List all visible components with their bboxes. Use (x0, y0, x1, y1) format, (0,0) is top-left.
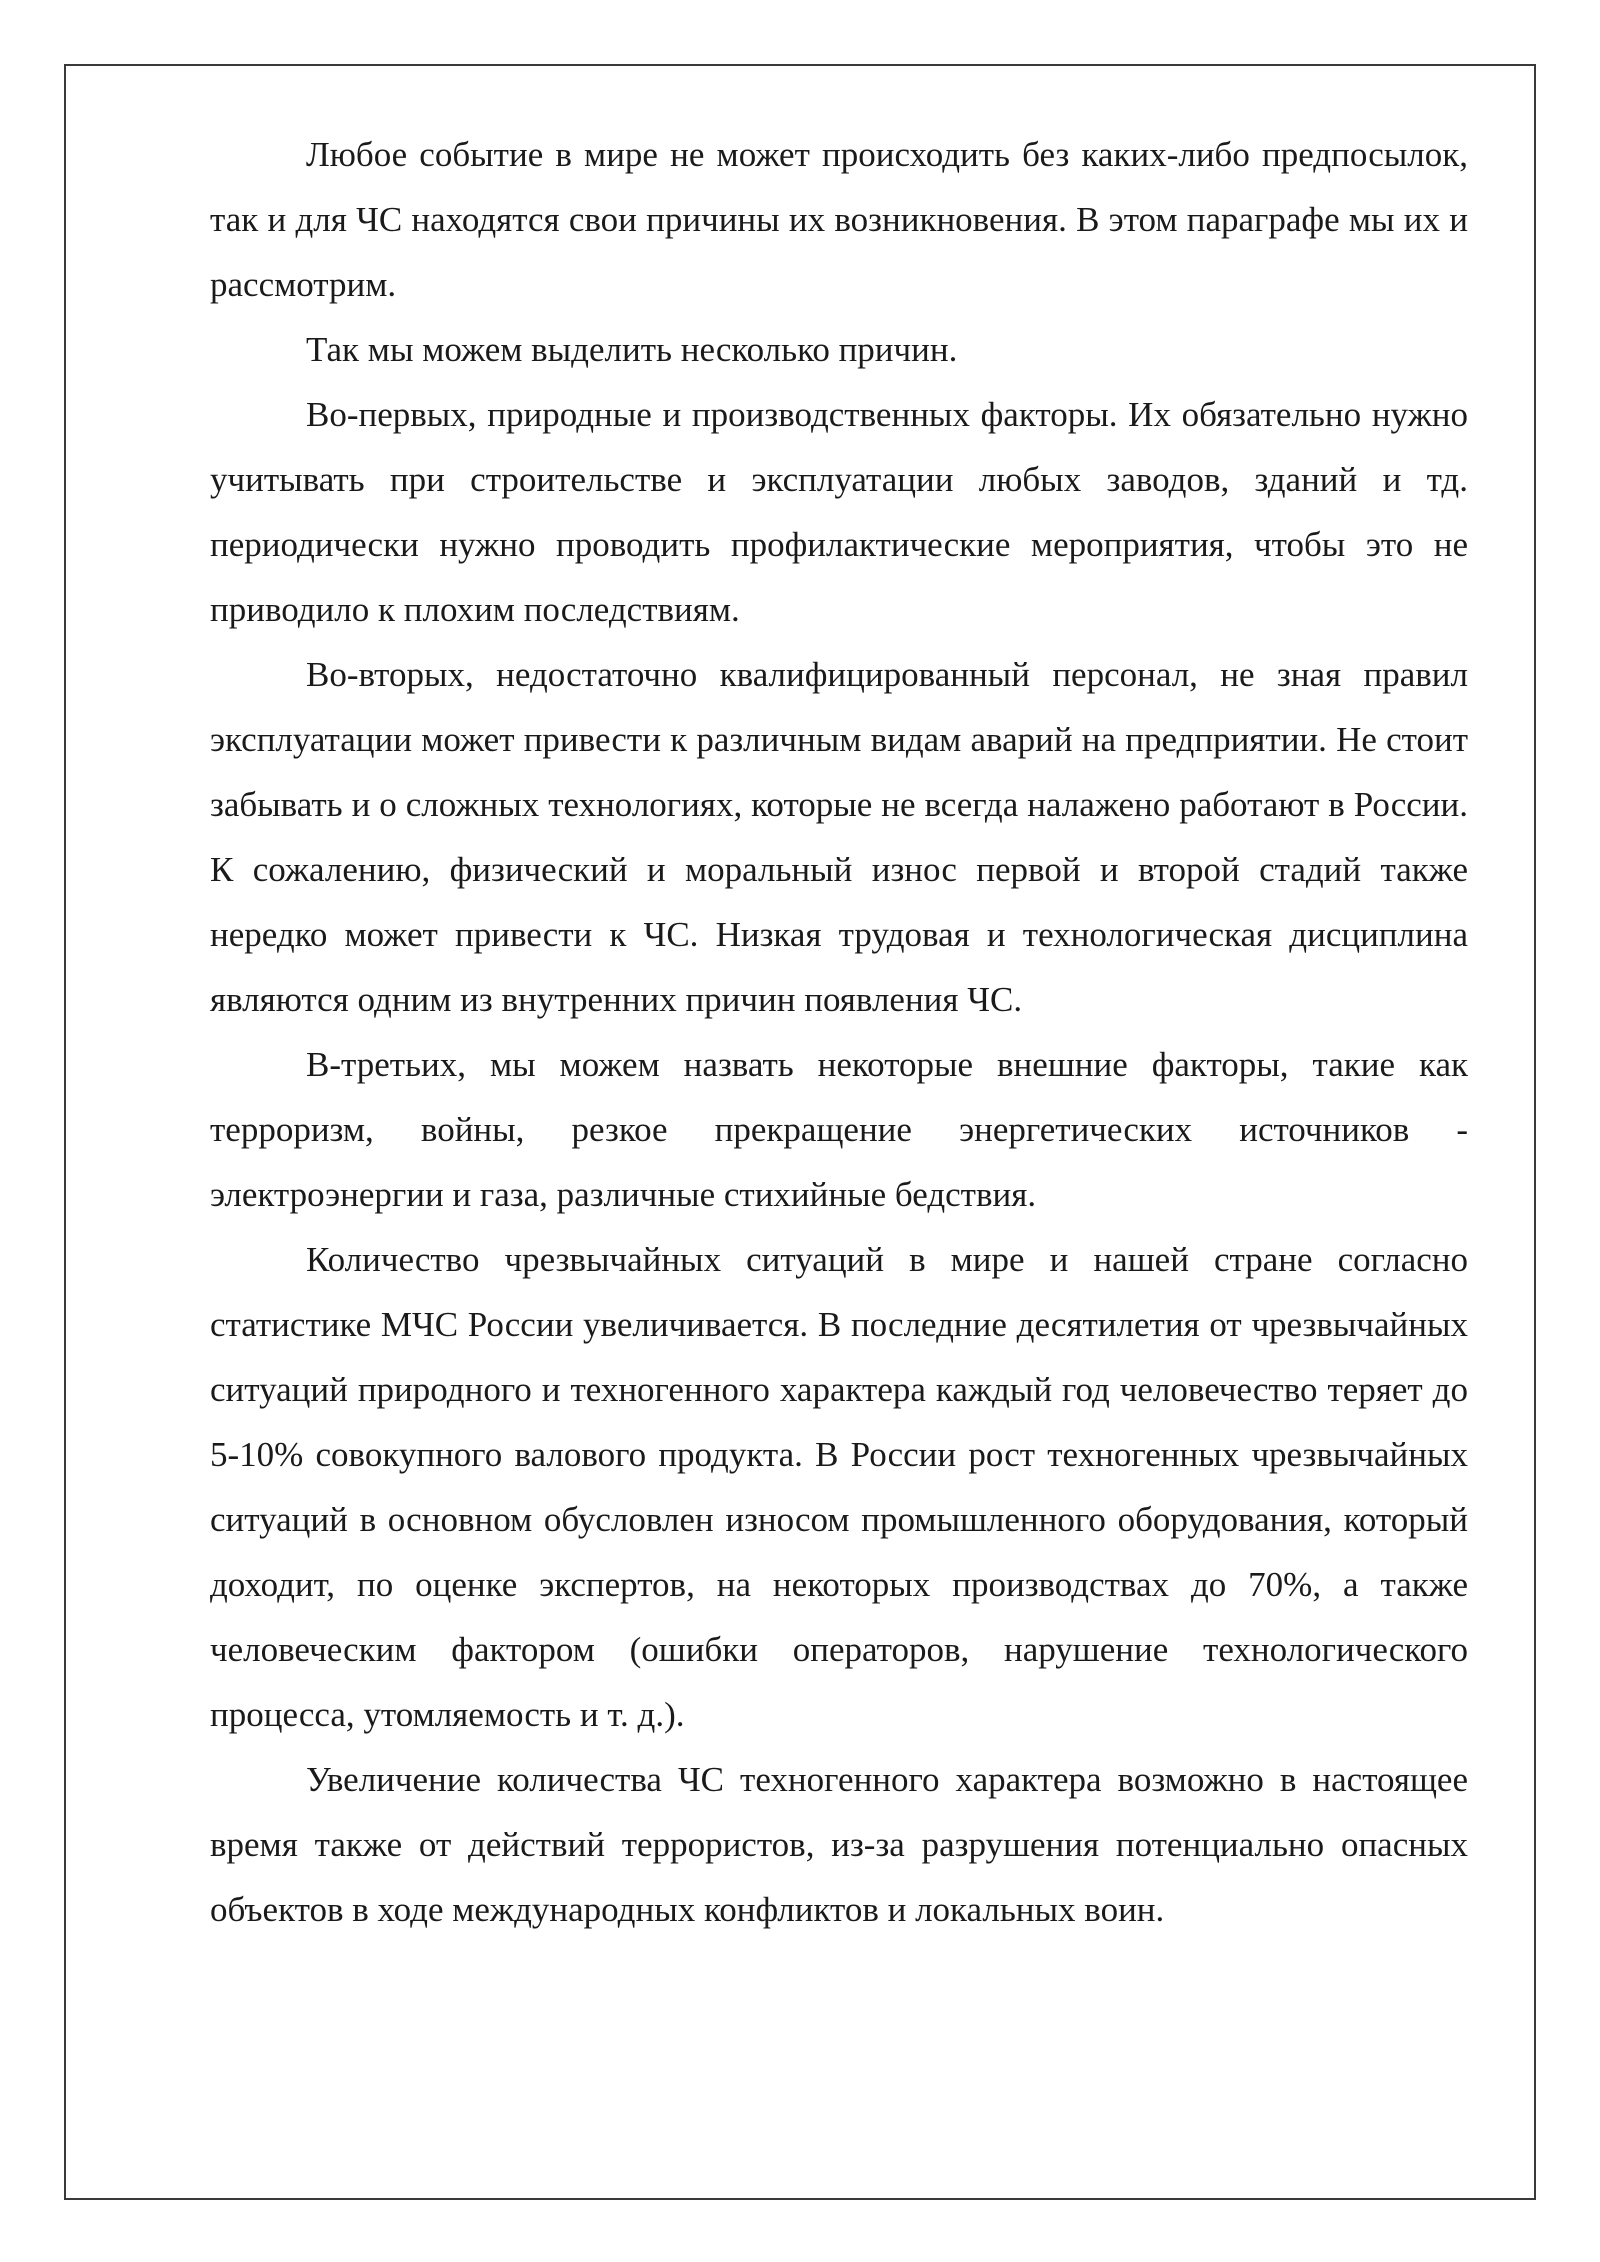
paragraph-intro: Любое событие в мире не может происходить без каких-либо предпосылок, так и для ЧС находятся свои причины их возникновения. В этом параграфе мы их и рассмотрим. (210, 135, 1468, 304)
paragraph-causes-lead: Так мы можем выделить несколько причин. (306, 330, 958, 369)
document-body (210, 122, 1468, 1942)
paragraph-first-cause: Во-первых, природные и производственных факторы. Их обязательно нужно учитывать при строительстве и эксплуатации любых заводов, зданий и тд. периодически нужно проводить профилактические мероприятия, чтобы это не приводило к плохим последствиям. (210, 395, 1468, 629)
paragraph-statistics: Количество чрезвычайных ситуаций в мире и нашей стране согласно статистике МЧС России увеличивается. В последние десятилетия от чрезвычайных ситуаций природного и техногенного характера каждый год человечество теряет до 5-10% совокупного валового продукта. В России рост техногенных чрезвычайных ситуаций в основном обусловлен износом промышленного оборудования, который доходит, по оценке экспертов, на некоторых производствах до 70%, а также человеческим фактором (ошибки операторов, нарушение технологического процесса, утомляемость и т. д.). (210, 1240, 1468, 1734)
paragraph-third-cause: В-третьих, мы можем назвать некоторые внешние факторы, такие как терроризм, войны, резкое прекращение энергетических источников - электроэнергии и газа, различные стихийные бедствия. (210, 1045, 1468, 1214)
paragraph-terrorism: Увеличение количества ЧС техногенного характера возможно в настоящее время также от действий террористов, из-за разрушения потенциально опасных объектов в ходе международных конфликтов и локальных воин. (210, 1760, 1468, 1929)
paragraph-second-cause: Во-вторых, недостаточно квалифицированный персонал, не зная правил эксплуатации может привести к различным видам аварий на предприятии. Не стоит забывать и о сложных технологиях, которые не всегда налажено работают в России. К сожалению, физический и моральный износ первой и второй стадий также нередко может привести к ЧС. Низкая трудовая и технологическая дисциплина являются одним из внутренних причин появления ЧС. (210, 655, 1468, 1019)
